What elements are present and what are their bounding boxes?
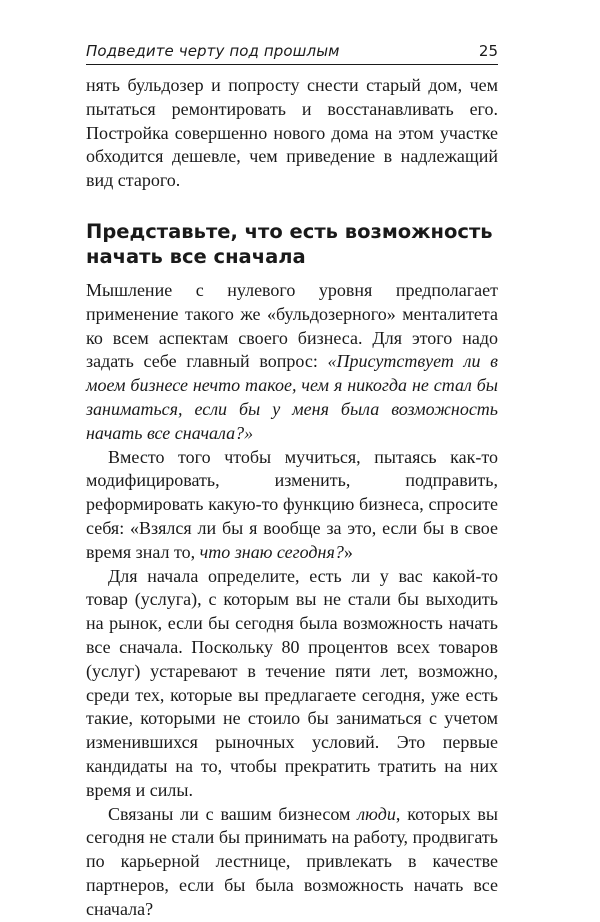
running-title: Подведите черту под прошлым — [86, 42, 340, 60]
paragraph-2 — [86, 446, 498, 565]
paragraph-4-text-after: , которых вы сегодня не стали бы принимать на работу, продвигать по карьерной лестнице, привлекать в качестве партнеров, если бы была возможность начать все сначала? — [86, 803, 498, 919]
running-header — [86, 40, 498, 65]
paragraph-1-text: Мышление с нулевого уровня предполагает применение такого же «бульдозерного» менталитета ко всем аспектам своего бизнеса. Для этого надо задать себе главный вопрос: — [86, 279, 498, 372]
paragraph-4-italic: люди — [357, 803, 396, 824]
intro-paragraph: нять бульдозер и попросту снести старый дом, чем пытаться ремонтировать и восстанавливать его. Постройка совершенно нового дома на этом участке обходится дешевле, чем приведение в надлежащий вид старого. — [86, 75, 498, 191]
paragraph-1-italic-question: «Присутствует ли в моем бизнесе нечто такое, чем я никогда не стал бы заниматься, если бы у меня была возможность начать все сначала?» — [86, 351, 498, 443]
paragraph-4-text-before: Связаны ли с вашим бизнесом — [108, 803, 358, 824]
text-block — [86, 74, 498, 922]
page-number: 25 — [478, 42, 498, 60]
paragraph-2-text-after: » — [343, 541, 353, 562]
paragraph-3: Для начала определите, есть ли у вас какой-то товар (услуга), с которым вы не стали бы выходить на рынок, если бы сегодня была возможность начать все сначала. Поскольку 80 процентов всех товаров (услуг) устаревают в течение пяти лет, возможно, среди тех, которые вы предлагаете сегодня, уже есть такие, которыми не стоило бы заниматься с учетом изменившихся рыночных условий. Это первые кандидаты на то, чтобы прекратить тратить на них время и силы. — [86, 565, 498, 800]
paragraph-1 — [86, 279, 498, 446]
paragraph-4 — [86, 803, 498, 922]
paragraph-2-text: Вместо того чтобы мучиться, пытаясь как-то модифицировать, изменить, подправить, реформировать какую-то функцию бизнеса, спросите себя: «Взялся ли бы я вообще за это, если бы в свое время знал то, — [86, 446, 498, 562]
paragraph-2-italic: что знаю сегодня? — [199, 541, 344, 562]
section-heading: Представьте, что есть возможность начать все сначала — [86, 219, 493, 268]
